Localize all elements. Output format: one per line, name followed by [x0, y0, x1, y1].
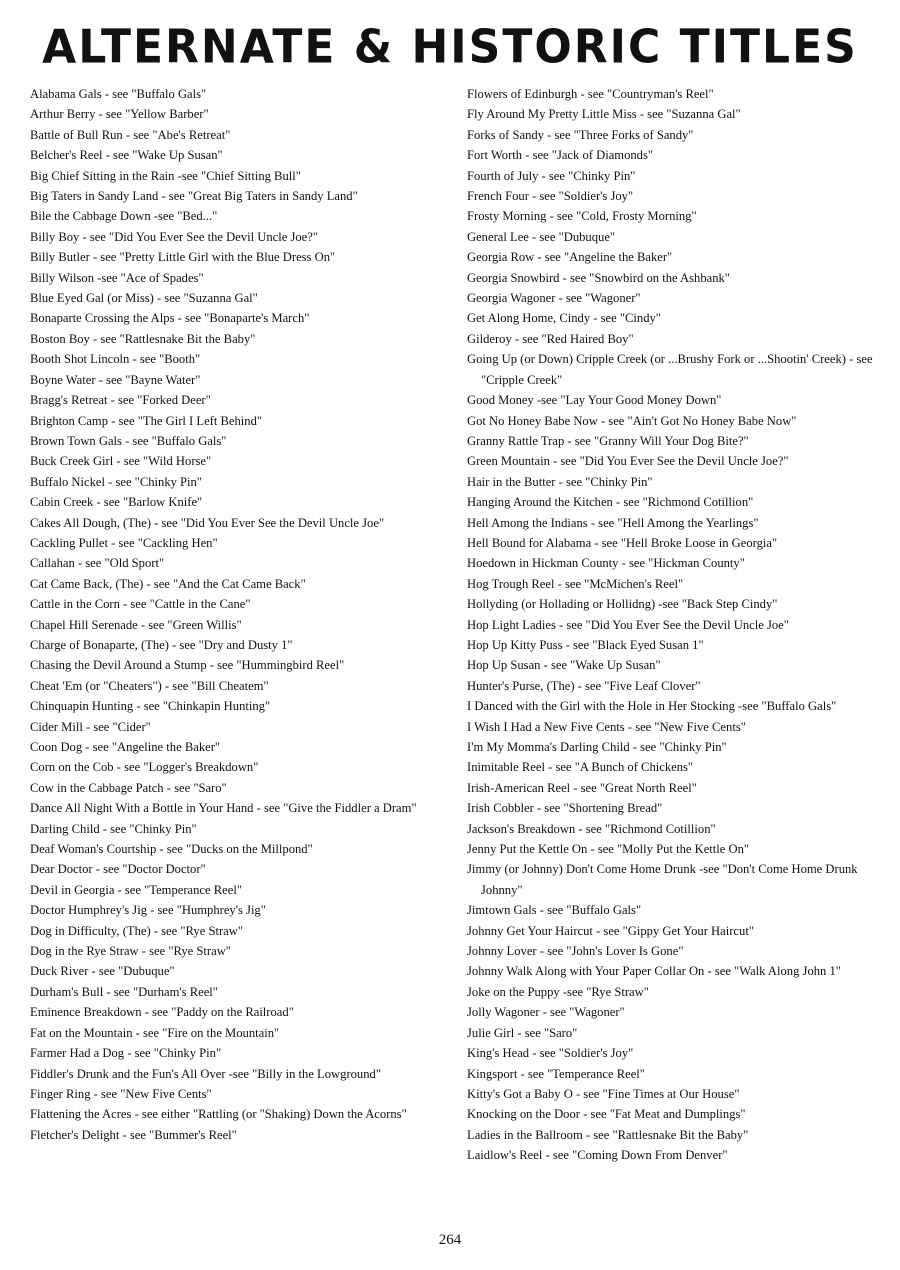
title-entry: Flattening the Acres - see either "Rattling (or "Shaking) Down the Acorns": [30, 1107, 407, 1122]
title-entry: Jimmy (or Johnny) Don't Come Home Drunk -see "Don't Come Home Drunk Johnny": [467, 862, 858, 897]
title-entry: Darling Child - see "Chinky Pin": [30, 821, 197, 836]
title-entry: Billy Butler - see "Pretty Little Girl with the Blue Dress On": [30, 250, 336, 265]
title-entry: Johnny Lover - see "John's Lover Is Gone": [467, 944, 684, 959]
title-entry: Hunter's Purse, (The) - see "Five Leaf Clover": [467, 678, 701, 693]
title-entry: Good Money -see "Lay Your Good Money Down": [467, 393, 722, 408]
title-entry: Big Taters in Sandy Land - see "Great Big Taters in Sandy Land": [30, 189, 358, 204]
title-entry: Chasing the Devil Around a Stump - see "Hummingbird Reel": [30, 658, 345, 673]
title-entry: Bile the Cabbage Down -see "Bed...": [30, 209, 218, 224]
title-entry: Fletcher's Delight - see "Bummer's Reel": [30, 1127, 237, 1142]
title-entry: Fort Worth - see "Jack of Diamonds": [467, 148, 654, 163]
title-entry: Dear Doctor - see "Doctor Doctor": [30, 862, 206, 877]
title-entry: Charge of Bonaparte, (The) - see "Dry and Dusty 1": [30, 637, 293, 652]
title-entry: I Wish I Had a New Five Cents - see "New Five Cents": [467, 719, 746, 734]
title-entry: Chapel Hill Serenade - see "Green Willis": [30, 617, 242, 632]
title-entry: Callahan - see "Old Sport": [30, 556, 165, 571]
title-entry: Farmer Had a Dog - see "Chinky Pin": [30, 1046, 222, 1061]
title-entry: Finger Ring - see "New Five Cents": [30, 1086, 212, 1101]
title-entry: Hop Up Kitty Puss - see "Black Eyed Susan 1": [467, 637, 704, 652]
title-entry: Granny Rattle Trap - see "Granny Will Your Dog Bite?": [467, 433, 749, 448]
title-entry: Hell Bound for Alabama - see "Hell Broke Loose in Georgia": [467, 535, 778, 550]
title-entry: Hoedown in Hickman County - see "Hickman County": [467, 556, 745, 571]
title-entry: Johnny Get Your Haircut - see "Gippy Get Your Haircut": [467, 923, 754, 938]
title-entry: Georgia Wagoner - see "Wagoner": [467, 291, 641, 306]
title-entry: Georgia Snowbird - see "Snowbird on the Ashbank": [467, 270, 730, 285]
title-entry: Belcher's Reel - see "Wake Up Susan": [30, 148, 223, 163]
title-entry: Brown Town Gals - see "Buffalo Gals": [30, 433, 227, 448]
title-entry: Deaf Woman's Courtship - see "Ducks on the Millpond": [30, 842, 313, 857]
title-entry: Billy Wilson -see "Ace of Spades": [30, 270, 204, 285]
title-entry: Fat on the Mountain - see "Fire on the Mountain": [30, 1025, 280, 1040]
title-entry: Cow in the Cabbage Patch - see "Saro": [30, 780, 227, 795]
title-entry: Irish-American Reel - see "Great North Reel": [467, 780, 697, 795]
title-entry: Dog in the Rye Straw - see "Rye Straw": [30, 944, 231, 959]
title-entry: Doctor Humphrey's Jig - see "Humphrey's Jig": [30, 903, 266, 918]
title-entry: Cackling Pullet - see "Cackling Hen": [30, 535, 218, 550]
title-entry: Joke on the Puppy -see "Rye Straw": [467, 984, 649, 999]
title-entry: Cabin Creek - see "Barlow Knife": [30, 495, 203, 510]
title-entry: Irish Cobbler - see "Shortening Bread": [467, 801, 663, 816]
title-entry: Julie Girl - see "Saro": [467, 1025, 578, 1040]
title-entry: Buffalo Nickel - see "Chinky Pin": [30, 474, 202, 489]
title-entry: Cheat 'Em (or "Cheaters") - see "Bill Cheatem": [30, 678, 269, 693]
title-entry: Brighton Camp - see "The Girl I Left Behind": [30, 413, 263, 428]
title-entry: Frosty Morning - see "Cold, Frosty Morning": [467, 209, 697, 224]
title-entry: I'm My Momma's Darling Child - see "Chinky Pin": [467, 740, 727, 754]
page-title: ALTERNATE & HISTORIC TITLES: [42, 20, 858, 75]
title-entry: Cider Mill - see "Cider": [30, 719, 151, 734]
title-entry: Eminence Breakdown - see "Paddy on the Railroad": [30, 1005, 294, 1020]
title-entry: Devil in Georgia - see "Temperance Reel": [30, 882, 242, 897]
title-entry: Duck River - see "Dubuque": [30, 964, 175, 979]
title-entry: Boyne Water - see "Bayne Water": [30, 372, 201, 387]
title-entry: Laidlow's Reel - see "Coming Down From Denver": [467, 1148, 728, 1163]
title-entry: Hollyding (or Hollading or Hollidng) -see "Back Step Cindy": [467, 597, 778, 612]
title-entry: Dance All Night With a Bottle in Your Hand - see "Give the Fiddler a Dram": [30, 801, 417, 816]
title-entry: King's Head - see "Soldier's Joy": [467, 1046, 634, 1061]
title-entry: Cat Came Back, (The) - see "And the Cat Came Back": [30, 576, 306, 591]
title-entry: Flowers of Edinburgh - see "Countryman's Reel": [467, 87, 714, 101]
title-entry: Bragg's Retreat - see "Forked Deer": [30, 393, 211, 408]
title-entry: Jimtown Gals - see "Buffalo Gals": [467, 903, 642, 918]
title-entry: Green Mountain - see "Did You Ever See the Devil Uncle Joe?": [467, 454, 789, 469]
title-entry: Johnny Walk Along with Your Paper Collar On - see "Walk Along John 1": [467, 964, 841, 979]
title-entry: General Lee - see "Dubuque": [467, 229, 616, 244]
title-entry: Coon Dog - see "Angeline the Baker": [30, 740, 221, 754]
title-entry: Boston Boy - see "Rattlesnake Bit the Baby": [30, 331, 256, 346]
title-entry: Get Along Home, Cindy - see "Cindy": [467, 311, 661, 326]
title-entry: Alabama Gals - see "Buffalo Gals": [30, 87, 207, 101]
title-entry: Kingsport - see "Temperance Reel": [467, 1066, 645, 1081]
title-entry: Chinquapin Hunting - see "Chinkapin Hunting": [30, 699, 271, 714]
title-entry: Durham's Bull - see "Durham's Reel": [30, 984, 218, 999]
title-entry: I Danced with the Girl with the Hole in Her Stocking -see "Buffalo Gals": [467, 699, 837, 714]
title-entry: Hog Trough Reel - see "McMichen's Reel": [467, 576, 684, 591]
title-entry: Cakes All Dough, (The) - see "Did You Ever See the Devil Uncle Joe": [30, 515, 385, 530]
title-entry: Bonaparte Crossing the Alps - see "Bonaparte's March": [30, 311, 310, 326]
title-entry: Going Up (or Down) Cripple Creek (or ...Brushy Fork or ...Shootin' Creek) - see "Cripple Creek": [467, 352, 873, 387]
right-title-list: [467, 84, 885, 1166]
title-entry: Got No Honey Babe Now - see "Ain't Got No Honey Babe Now": [467, 413, 797, 428]
title-entry: Hop Up Susan - see "Wake Up Susan": [467, 658, 661, 673]
title-entry: Fourth of July - see "Chinky Pin": [467, 168, 636, 183]
left-title-list: [30, 84, 440, 1145]
title-entry: Booth Shot Lincoln - see "Booth": [30, 352, 201, 367]
title-entry: Knocking on the Door - see "Fat Meat and Dumplings": [467, 1107, 746, 1122]
title-entry: Ladies in the Ballroom - see "Rattlesnake Bit the Baby": [467, 1127, 749, 1142]
title-entry: Cattle in the Corn - see "Cattle in the Cane": [30, 597, 251, 612]
title-entry: Dog in Difficulty, (The) - see "Rye Straw": [30, 923, 243, 938]
title-entry: Gilderoy - see "Red Haired Boy": [467, 331, 634, 346]
title-entry: Blue Eyed Gal (or Miss) - see "Suzanna Gal": [30, 291, 258, 306]
title-entry: Inimitable Reel - see "A Bunch of Chickens": [467, 760, 694, 775]
title-entry: Buck Creek Girl - see "Wild Horse": [30, 454, 212, 469]
title-entry: French Four - see "Soldier's Joy": [467, 189, 634, 204]
title-entry: Jolly Wagoner - see "Wagoner": [467, 1005, 625, 1020]
title-entry: Big Chief Sitting in the Rain -see "Chief Sitting Bull": [30, 168, 301, 183]
title-entry: Fiddler's Drunk and the Fun's All Over -see "Billy in the Lowground": [30, 1066, 381, 1081]
title-entry: Arthur Berry - see "Yellow Barber": [30, 107, 209, 122]
title-entry: Forks of Sandy - see "Three Forks of Sandy": [467, 127, 694, 142]
title-entry: Hanging Around the Kitchen - see "Richmond Cotillion": [467, 495, 754, 510]
title-entry: Georgia Row - see "Angeline the Baker": [467, 250, 673, 265]
title-entry: Fly Around My Pretty Little Miss - see "Suzanna Gal": [467, 107, 741, 122]
title-entry: Corn on the Cob - see "Logger's Breakdown": [30, 760, 259, 775]
title-entry: Battle of Bull Run - see "Abe's Retreat": [30, 127, 231, 142]
title-entry: Jenny Put the Kettle On - see "Molly Put the Kettle On": [467, 842, 750, 857]
title-entry: Billy Boy - see "Did You Ever See the Devil Uncle Joe?": [30, 229, 318, 244]
title-entry: Kitty's Got a Baby O - see "Fine Times at Our House": [467, 1086, 740, 1101]
title-entry: Jackson's Breakdown - see "Richmond Cotillion": [467, 821, 716, 836]
page-number: 264: [438, 1232, 462, 1248]
title-entry: Hair in the Butter - see "Chinky Pin": [467, 474, 653, 489]
title-entry: Hop Light Ladies - see "Did You Ever See the Devil Uncle Joe": [467, 617, 789, 632]
title-entry: Hell Among the Indians - see "Hell Among the Yearlings": [467, 515, 759, 530]
